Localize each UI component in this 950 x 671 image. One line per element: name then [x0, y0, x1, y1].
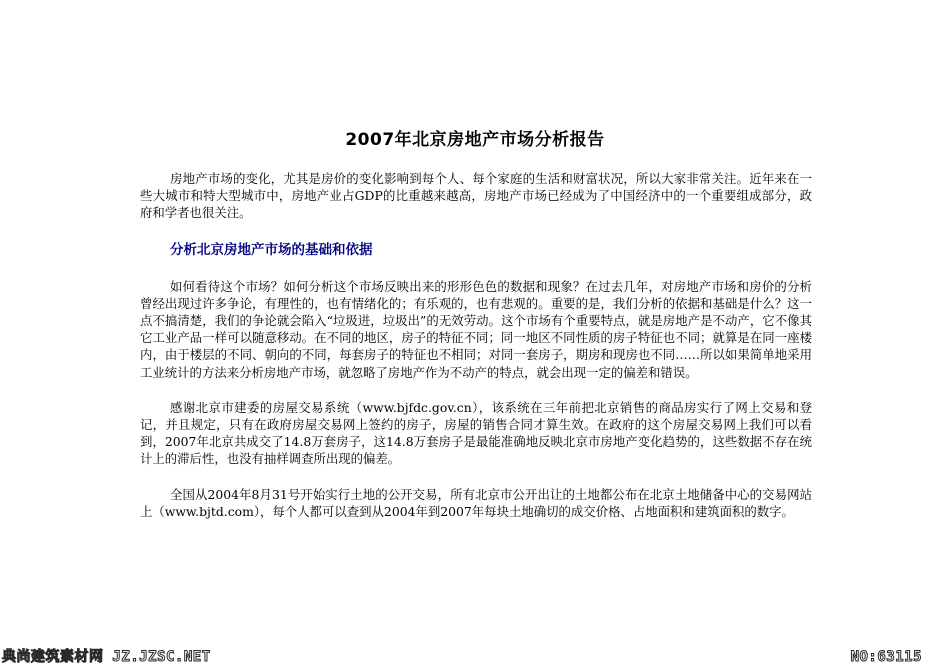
- housing-transaction-paragraph: 感谢北京市建委的房屋交易系统（www.bjfdc.gov.cn），该系统在三年前把北京销售的商品房实行了网上交易和登记，并且规定，只有在政府房屋交易网上签约的房子，房屋的销售合同才算生效。在政府的这个房屋交易网上我们可以看到，2007年北京共成交了14.8万套房子，这14.8万套房子是最能准确地反映北京市房地产变化趋势的，这些数据不存在统计上的滞后性，也没有抽样调查所出现的偏差。: [140, 399, 812, 467]
- watermark-site-name: 典尚建筑素材网 JZ.JZSC.NET: [2, 649, 211, 665]
- section-heading: 分析北京房地产市场的基础和依据: [170, 241, 373, 258]
- analysis-paragraph: 如何看待这个市场？如何分析这个市场反映出来的形形色色的数据和现象？在过去几年，对房地产市场和房价的分析曾经出现过许多争论，有理性的，也有情绪化的；有乐观的，也有悲观的。重要的是，我们分析的依据和基础是什么？这一点不搞清楚，我们的争论就会陷入“垃圾进，垃圾出”的无效劳动。这个市场有个重要特点，就是房地产是不动产，它不像其它工业产品一样可以随意移动。在不同的地区，房子的特征不同；同一地区不同性质的房子特征也不同；就算是在同一座楼内，由于楼层的不同、朝向的不同，每套房子的特征也不相同；对同一套房子，期房和现房也不同……所以如果简单地采用工业统计的方法来分析房地产市场，就忽略了房地产作为不动产的特点，就会出现一定的偏差和错误。: [140, 278, 812, 380]
- land-transaction-paragraph: 全国从2004年8月31号开始实行土地的公开交易，所有北京市公开出让的土地都公布在北京土地储备中心的交易网站上（www.bjtd.com），每个人都可以查到从2004年到2007年每块土地确切的成交价格、占地面积和建筑面积的数字。: [140, 486, 812, 519]
- watermark-id-number: NO:63115: [850, 649, 922, 665]
- document-body: [140, 170, 812, 520]
- page-title: 2007年北京房地产市场分析报告: [345, 130, 605, 150]
- intro-paragraph: 房地产市场的变化，尤其是房价的变化影响到每个人、每个家庭的生活和财富状况，所以大家非常关注。近年来在一些大城市和特大型城市中，房地产业占GDP的比重越来越高，房地产市场已经成为了中国经济中的一个重要组成部分，政府和学者也很关注。: [140, 171, 812, 221]
